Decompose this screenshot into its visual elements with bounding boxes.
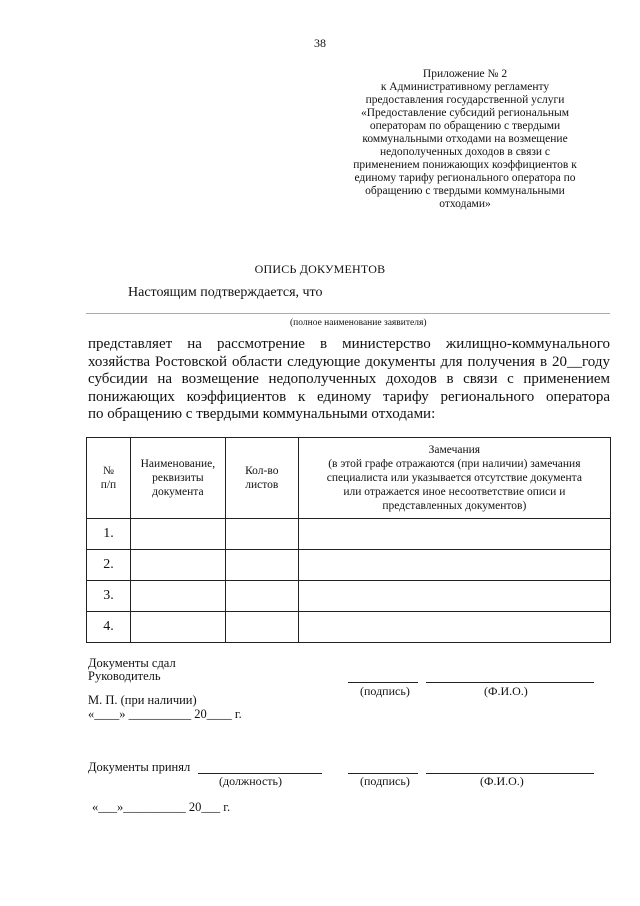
cell-notes[interactable] [298,612,610,643]
confirm-text: Настоящим подтверждается, что [128,285,323,300]
body-paragraph [88,336,610,424]
applicant-caption: (полное наименование заявителя) [290,318,427,328]
cell-sheet-count[interactable] [225,519,298,550]
table-row [87,612,611,643]
appendix-line: операторам по обращению с твердыми [369,120,561,132]
cell-document-name[interactable] [130,612,225,643]
documents-table [86,437,611,643]
appendix-line: обращению с твердыми коммунальными [365,185,565,197]
appendix-line: единому тарифу регионального оператора по [354,172,576,184]
cell-document-name[interactable] [130,581,225,612]
handed-signature-caption: (подпись) [360,684,410,698]
table-row [87,519,611,550]
appendix-line: к Административному регламенту [380,81,550,93]
header-document-name: Наименование, реквизиты документа [130,438,225,519]
row-number: 2. [87,550,131,581]
row-number: 1. [87,519,131,550]
header-sheet-count: Кол-во листов [225,438,298,519]
received-date: «___»__________ 20___ г. [92,800,231,814]
handed-position: Руководитель [88,669,161,683]
cell-document-name[interactable] [130,550,225,581]
cell-sheet-count[interactable] [225,550,298,581]
received-signature-caption: (подпись) [360,774,410,788]
table-row [87,581,611,612]
paragraph-line: понижающих коэффициентов к единому тарифу регионального оператора [88,388,610,405]
cell-notes[interactable] [298,550,610,581]
handed-fio-line [426,682,594,683]
header-notes: Замечания (в этой графе отражаются (при наличии) замечания специалиста или указывается отсутствие документа или отражается иное несоответствие описи и представленных документов) [298,438,610,519]
cell-notes[interactable] [298,581,610,612]
received-position-caption: (должность) [219,774,282,788]
page-number: 38 [314,36,326,50]
appendix-line: коммунальными отходами на возмещение [362,133,568,145]
applicant-name-line [86,313,610,314]
appendix-line: «Предоставление субсидий региональным [360,107,570,119]
table-header-row [87,438,611,519]
appendix-line: предоставления государственной услуги [365,94,565,106]
handed-signature-line [348,682,418,683]
stamp-label: М. П. (при наличии) [88,693,197,707]
appendix-line: недополученных доходов в связи с [379,146,551,158]
appendix-line: Приложение № 2 [422,68,508,80]
handed-label: Документы сдал [88,656,176,670]
paragraph-line: хозяйства Ростовской области следующие документы для получения в 20__году [88,353,610,370]
appendix-line: отходами» [439,198,491,210]
header-number: № п/п [87,438,131,519]
received-label: Документы принял [88,760,191,774]
cell-sheet-count[interactable] [225,612,298,643]
handed-fio-caption: (Ф.И.О.) [484,684,528,698]
handed-date: «____» __________ 20____ г. [88,707,242,721]
appendix-header [300,68,630,211]
paragraph-line: представляет на рассмотрение в министерство жилищно-коммунального [88,336,610,352]
paragraph-line: субсидии на возмещение недополученных доходов в связи с применением [88,371,610,387]
row-number: 3. [87,581,131,612]
row-number: 4. [87,612,131,643]
cell-sheet-count[interactable] [225,581,298,612]
document-title: ОПИСЬ ДОКУМЕНТОВ [254,262,386,276]
cell-document-name[interactable] [130,519,225,550]
received-fio-caption: (Ф.И.О.) [480,774,524,788]
cell-notes[interactable] [298,519,610,550]
table-row [87,550,611,581]
paragraph-line: по обращению с твердыми коммунальными отходами: [88,406,436,422]
appendix-line: применением понижающих коэффициентов к [353,159,577,171]
